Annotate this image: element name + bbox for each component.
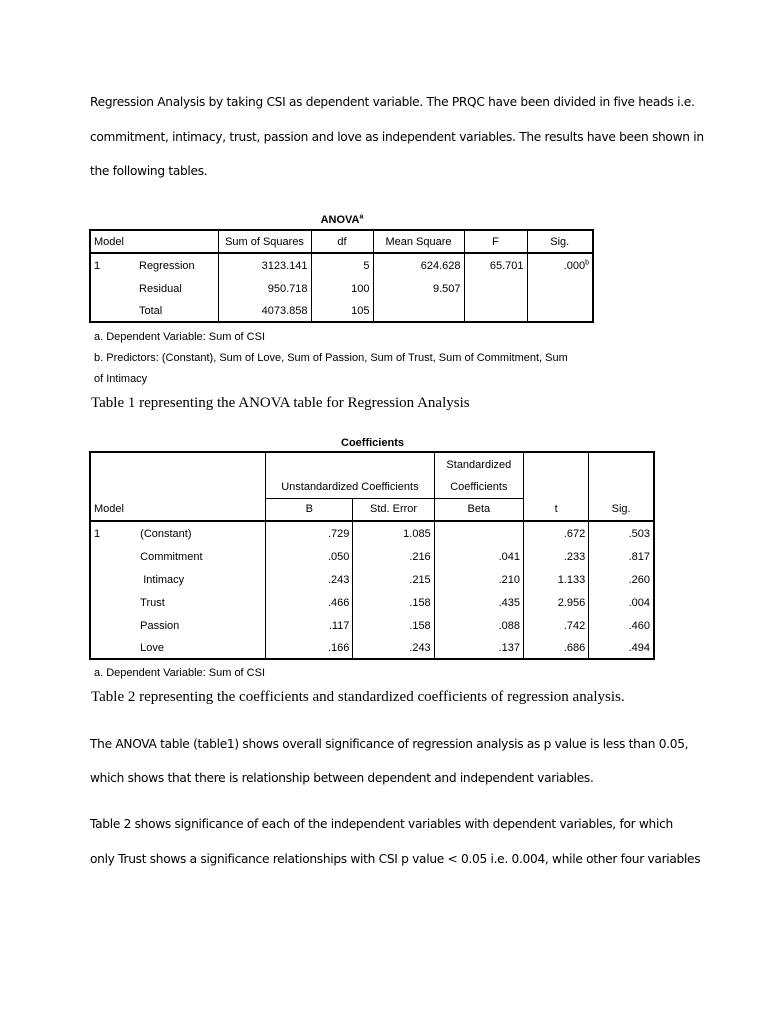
coef-cell: 2.956 [524, 591, 589, 614]
coef-title: Coefficients [341, 437, 404, 449]
coef-cell: .041 [434, 545, 523, 568]
anova-header-df: df [311, 230, 373, 253]
anova-footnote-b: b. Predictors: (Constant), Sum of Love, Sum of Passion, Sum of Trust, Sum of Commitment, Sum [94, 352, 568, 364]
coef-row-label: Love [137, 637, 265, 659]
discussion-line-2: which shows that there is relationship between dependent and independent variables. [90, 771, 594, 785]
intro-line-2: commitment, intimacy, trust, passion and love as independent variables. The results have been shown in [90, 130, 704, 144]
table-row [90, 545, 654, 568]
table-row [90, 277, 593, 301]
table-row [90, 568, 654, 591]
coef-cell: .503 [628, 527, 650, 540]
anova-header-sig: Sig. [527, 230, 593, 253]
coef-table [89, 451, 655, 660]
coef-cell: .088 [434, 614, 523, 637]
table-row [90, 301, 593, 322]
anova-cell: 100 [311, 277, 373, 301]
coef-header-b: B [266, 498, 353, 521]
coef-header-t: t [524, 498, 589, 521]
coef-header-model: Model [90, 498, 266, 521]
anova-row-label: Regression [136, 253, 218, 277]
coef-cell: 1.085 [353, 521, 434, 545]
table-row [90, 521, 654, 545]
coef-header-se: Std. Error [353, 498, 434, 521]
coef-row-label: Commitment [137, 545, 265, 568]
coef-cell: .466 [266, 591, 353, 614]
coef-model-no: 1 [94, 527, 101, 540]
coef-cell: .817 [628, 550, 650, 563]
intro-line-3: the following tables. [90, 164, 208, 178]
coef-cell: .243 [353, 637, 434, 659]
anova-header-ss: Sum of Squares [218, 230, 311, 253]
intro-line-1: Regression Analysis by taking CSI as dependent variable. The PRQC have been divided in five heads i.e. [90, 95, 695, 109]
coef-cell: .460 [628, 619, 650, 632]
coef-header-beta: Beta [434, 498, 523, 521]
anova-cell [373, 301, 464, 322]
anova-cell: 65.701 [464, 253, 527, 277]
anova-cell [527, 277, 593, 301]
coef-cell: .215 [353, 568, 434, 591]
anova-row-label: Residual [136, 277, 218, 301]
coef-cell: .260 [628, 573, 650, 586]
coef-header-coefficients: Coefficients [434, 476, 523, 498]
coef-row-label: (Constant) [137, 521, 265, 545]
anova-title: ANOVA$^a$ [320, 213, 364, 226]
coef-cell [434, 521, 523, 545]
anova-header-ms: Mean Square [373, 230, 464, 253]
coef-cell: 1.133 [524, 568, 589, 591]
discussion-line-4: only Trust shows a significance relationships with CSI p value < 0.05 i.e. 0.004, while other four variables [90, 852, 701, 866]
coef-cell: .137 [434, 637, 523, 659]
coef-cell: .216 [353, 545, 434, 568]
anova-cell: 5 [311, 253, 373, 277]
coef-cell: .729 [266, 521, 353, 545]
coef-cell: .158 [353, 591, 434, 614]
coef-cell: .004 [628, 596, 650, 609]
anova-header-model: Model [90, 230, 218, 253]
anova-cell: 624.628 [373, 253, 464, 277]
discussion-line-3: Table 2 shows significance of each of the independent variables with dependent variables, for which [90, 817, 673, 831]
anova-row-label: Total [136, 301, 218, 322]
coef-cell: .672 [524, 521, 589, 545]
coef-cell: .158 [353, 614, 434, 637]
coef-cell: .686 [524, 637, 589, 659]
discussion-line-1: The ANOVA table (table1) shows overall significance of regression analysis as p value is less than 0.05, [90, 737, 689, 751]
table2-caption: Table 2 representing the coefficients and standardized coefficients of regression analysis. [91, 689, 625, 705]
coef-cell: .166 [266, 637, 353, 659]
anova-cell [464, 301, 527, 322]
coef-header-row [90, 498, 654, 521]
coef-cell: .050 [266, 545, 353, 568]
coef-footnote-a: a. Dependent Variable: Sum of CSI [94, 667, 266, 679]
coef-cell: .742 [524, 614, 589, 637]
coef-cell: .494 [628, 641, 650, 654]
table-row [90, 637, 654, 659]
coef-header-standardized: Standardized [434, 452, 523, 476]
anova-cell: 105 [311, 301, 373, 322]
coef-header-sig: Sig. [589, 498, 654, 521]
table1-caption: Table 1 representing the ANOVA table for Regression Analysis [91, 395, 470, 411]
anova-footnote-b-cont: of Intimacy [94, 373, 148, 385]
anova-cell: 9.507 [373, 277, 464, 301]
anova-cell [527, 301, 593, 322]
coef-row-label: Passion [137, 614, 265, 637]
anova-header-row [90, 230, 593, 253]
anova-model-no: 1 [94, 259, 101, 272]
coef-cell: .210 [434, 568, 523, 591]
anova-table [89, 229, 594, 323]
anova-cell [464, 277, 527, 301]
coef-cell: .117 [266, 614, 353, 637]
coef-row-label: Trust [137, 591, 265, 614]
coef-row-label: Intimacy [137, 568, 265, 591]
table-row [90, 591, 654, 614]
coef-cell: .435 [434, 591, 523, 614]
coef-cell: .233 [524, 545, 589, 568]
coef-cell: .243 [266, 568, 353, 591]
table-row [90, 253, 593, 277]
anova-header-f: F [464, 230, 527, 253]
anova-cell: 950.718 [218, 277, 311, 301]
anova-cell: .000$^b$ [563, 258, 589, 272]
anova-cell: 4073.858 [218, 301, 311, 322]
anova-cell: 3123.141 [218, 253, 311, 277]
coef-header-unstandardized: Unstandardized Coefficients [266, 476, 435, 498]
table-row [90, 614, 654, 637]
anova-footnote-a: a. Dependent Variable: Sum of CSI [94, 331, 266, 343]
